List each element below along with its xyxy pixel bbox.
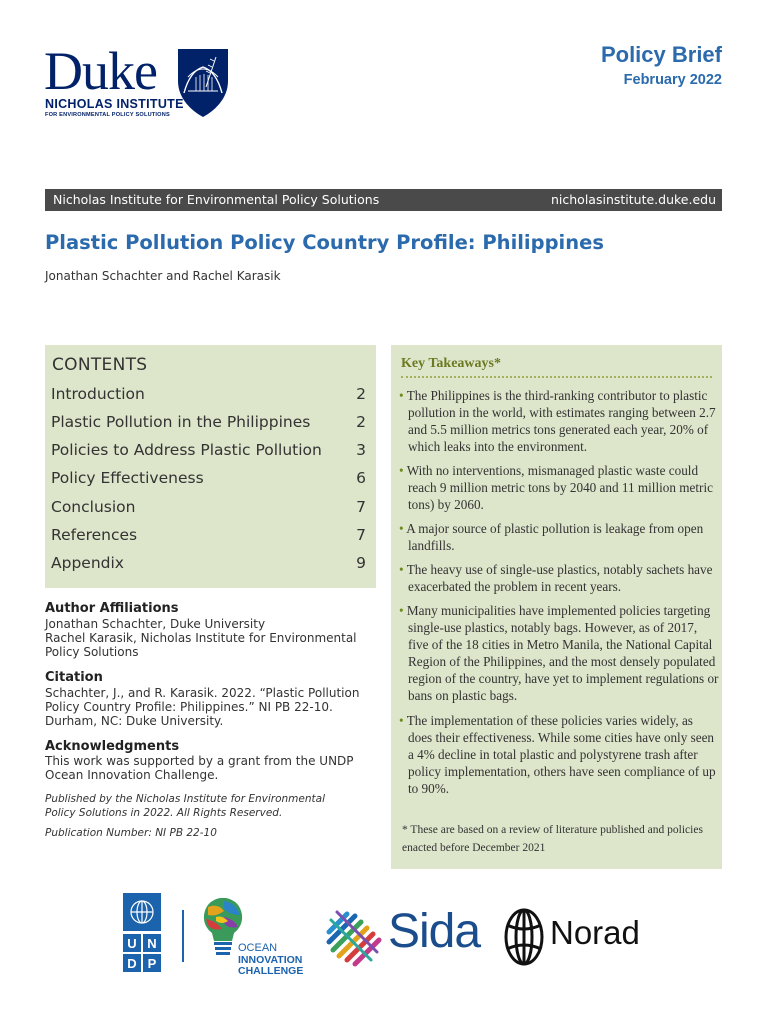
key-takeaways-heading: Key Takeaways* xyxy=(401,356,501,371)
toc-page: 7 xyxy=(356,498,366,516)
acknowledgments-text: This work was supported by a grant from the UNDP Ocean Innovation Challenge. xyxy=(45,754,354,782)
published-note: Published by the Nicholas Institute for Environmental Policy Solutions in 2022. All Rights Reserved. xyxy=(45,793,325,819)
toc-item[interactable] xyxy=(51,498,366,516)
page-title: Plastic Pollution Policy Country Profile: Philippines xyxy=(45,231,604,254)
affiliation-line: Jonathan Schachter, Duke University xyxy=(45,617,266,631)
undp-logo xyxy=(123,893,161,973)
toc-label: Policy Effectiveness xyxy=(51,469,204,487)
contents-box xyxy=(45,345,376,588)
toc-page: 2 xyxy=(356,413,366,431)
institute-name: NICHOLAS INSTITUTE xyxy=(45,97,184,111)
toc-page: 2 xyxy=(356,385,366,403)
ocean-innovation-logo xyxy=(198,893,308,978)
affiliations-heading: Author Affiliations xyxy=(45,601,179,616)
norad-wordmark: Norad xyxy=(550,914,640,951)
toc-page: 6 xyxy=(356,469,366,487)
publication-number: Publication Number: NI PB 22-10 xyxy=(45,827,217,839)
undp-letter: N xyxy=(147,936,157,951)
toc-item[interactable] xyxy=(51,385,366,403)
takeaway-item: • With no interventions, mismanaged plastic waste could reach 9 million metric tons by 2040 and 11 million metric tons) by 2060. xyxy=(399,463,713,512)
ocean-text: INNOVATION xyxy=(238,954,303,966)
toc-label: Plastic Pollution in the Philippines xyxy=(51,413,311,431)
dotted-divider xyxy=(401,376,712,378)
takeaway-item: • The Philippines is the third-ranking contributor to plastic pollution in the world, with estimates ranging between 2.7 and 5.5 million metrics tons generated each year, 20% of which leaks into the environment. xyxy=(399,388,716,454)
institute-bar-name: Nicholas Institute for Environmental Policy Solutions xyxy=(53,192,380,207)
affiliation-line: Rachel Karasik, Nicholas Institute for Environmental Policy Solutions xyxy=(45,631,357,659)
logo-divider xyxy=(182,910,184,962)
institute-bar xyxy=(45,189,722,211)
toc-label: References xyxy=(51,526,138,544)
sida-wordmark: Sida xyxy=(388,905,481,958)
document-type: Policy Brief xyxy=(600,42,722,67)
toc-label: Policies to Address Plastic Pollution xyxy=(51,441,322,459)
acknowledgments-heading: Acknowledgments xyxy=(45,739,180,754)
ocean-text: CHALLENGE xyxy=(238,965,304,977)
toc-page: 7 xyxy=(356,526,366,544)
takeaways-footnote: * These are based on a review of literature published and policies enacted before December 2021 xyxy=(402,824,703,854)
key-takeaways-box xyxy=(391,345,722,869)
toc-item[interactable] xyxy=(51,469,366,487)
toc-label: Introduction xyxy=(51,385,145,403)
undp-letter: P xyxy=(147,956,157,971)
toc-item[interactable] xyxy=(51,441,366,459)
ocean-text: OCEAN xyxy=(238,942,278,954)
takeaway-item: • The implementation of these policies varies widely, as does their effectiveness. While some cities have only seen a 4% decline in total plastic and polystyrene trash after policy implementation, others have seen compliance of up to 90%. xyxy=(399,713,716,796)
sida-stripes-icon xyxy=(325,906,385,968)
duke-wordmark: Duke xyxy=(44,41,157,101)
takeaway-item: • A major source of plastic pollution is leakage from open landfills. xyxy=(399,521,704,553)
toc-item[interactable] xyxy=(51,413,366,431)
institute-subtitle: FOR ENVIRONMENTAL POLICY SOLUTIONS xyxy=(45,112,170,118)
toc-page: 3 xyxy=(356,441,366,459)
norad-globe-icon xyxy=(502,907,546,967)
institute-url[interactable]: nicholasinstitute.duke.edu xyxy=(550,192,716,207)
undp-letter: U xyxy=(127,936,137,951)
toc-page: 9 xyxy=(356,554,366,572)
document-date: February 2022 xyxy=(623,72,722,88)
toc-item[interactable] xyxy=(51,554,366,572)
takeaway-item: • Many municipalities have implemented policies targeting single-use plastics, notably bags. However, as of 2017, five of the 18 cities in Metro Manila, the National Capital Region of the Philippines, and the most densely populated region of the country, have yet to implement regulations or bans on plastic bags. xyxy=(399,603,719,703)
takeaway-item: • The heavy use of single-use plastics, notably sachets have exacerbated the problem in recent years. xyxy=(399,562,713,594)
ocean-bulb-icon xyxy=(204,898,242,955)
citation-heading: Citation xyxy=(45,670,103,685)
undp-letter: D xyxy=(127,956,137,971)
contents-heading: CONTENTS xyxy=(52,355,148,375)
toc-label: Appendix xyxy=(51,554,124,572)
authors: Jonathan Schachter and Rachel Karasik xyxy=(45,269,281,283)
citation-text: Schachter, J., and R. Karasik. 2022. “Plastic Pollution Policy Country Profile: Philippines.” NI PB 22-10. Durham, NC: Duke University. xyxy=(45,686,360,728)
duke-shield-icon xyxy=(176,47,230,119)
toc-item[interactable] xyxy=(51,526,366,544)
toc-label: Conclusion xyxy=(51,498,136,516)
undp-globe-icon xyxy=(131,901,153,923)
